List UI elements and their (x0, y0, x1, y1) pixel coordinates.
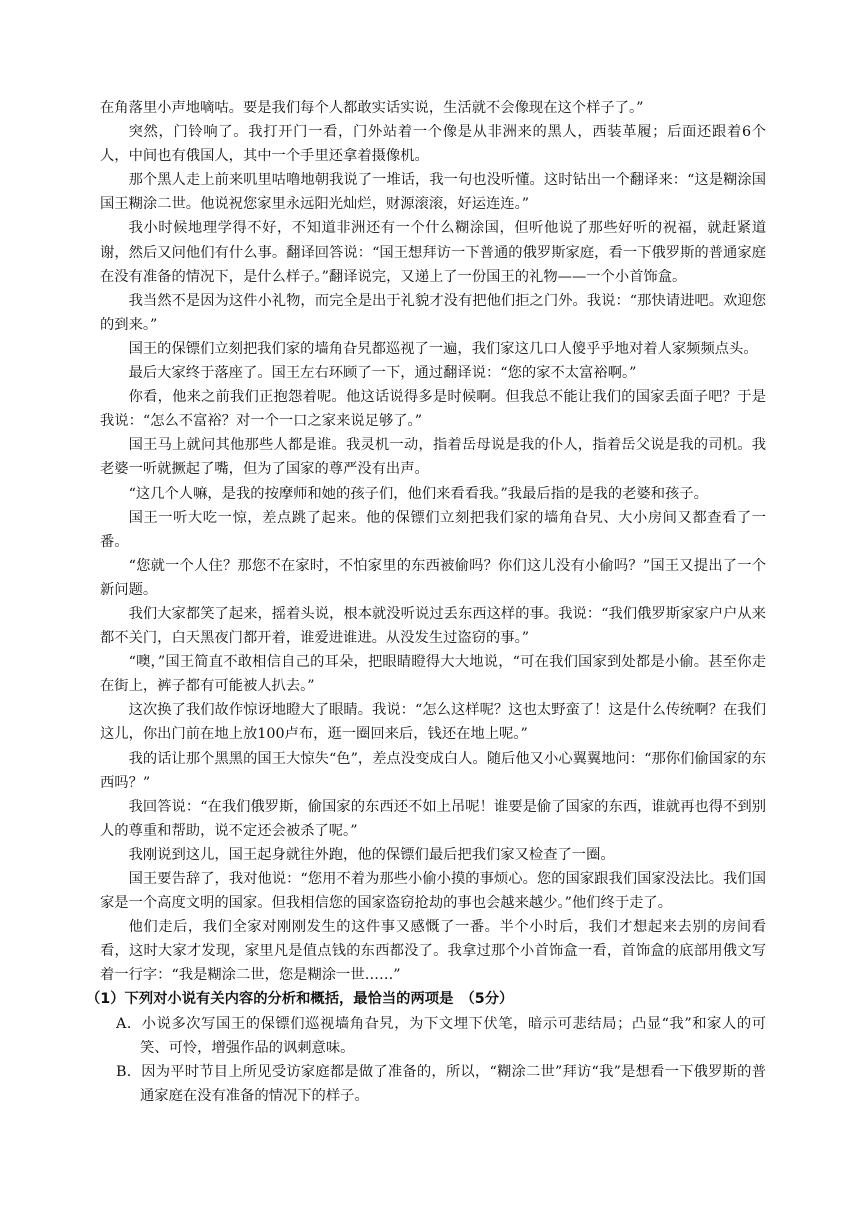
paragraph: “噢，”国王简直不敢相信自己的耳朵，把眼睛瞪得大大地说，“可在我们国家到处都是小偷。甚至你走在街上，裤子都有可能被人扒去。” (100, 654, 766, 695)
paragraph: 我小时候地理学得不好，不知道非洲还有一个什么糊涂国，但听他说了那些好听的祝福，就赶紧道谢，然后又问他们有什么事。翻译回答说：“国王想拜访一下普通的俄罗斯家庭，看一下俄罗斯的普通家庭在没有准备的情况下，是什么样子。”翻译说完，又递上了一份国王的礼物——一个小首饰盒。 (100, 220, 766, 285)
paragraph: 这次换了我们故作惊讶地瞪大了眼睛。我说：“怎么这样呢？这也太野蛮了！这是什么传统啊？在我们这儿，你出门前在地上放100卢布，逛一圈回来后，钱还在地上呢。” (100, 702, 766, 743)
paragraph: 我回答说：“在我们俄罗斯，偷国家的东西还不如上吊呢！谁要是偷了国家的东西，谁就再也得不到别人的尊重和帮助，说不定还会被杀了呢。” (100, 798, 766, 839)
paragraph: 国王马上就问其他那些人都是谁。我灵机一动，指着岳母说是我的仆人，指着岳父说是我的司机。我老婆一听就撅起了嘴，但为了国家的尊严没有出声。 (100, 437, 766, 478)
paragraph: 我当然不是因为这件小礼物，而完全是出于礼貌才没有把他们拒之门外。我说：“那快请进吧。欢迎您的到来。” (100, 292, 766, 333)
paragraph: 国王要告辞了，我对他说：“您用不着为那些小偷小摸的事烦心。您的国家跟我们国家没法比。我们国家是一个高度文明的国家。但我相信您的国家盗窃抢劫的事也会越来越少。”他们终于走了。 (100, 871, 766, 912)
paragraph: 他们走后，我们全家对刚刚发生的这件事又感慨了一番。半个小时后，我们才想起来去别的房间看看，这时大家才发现，家里凡是值点钱的东西都没了。我拿过那个小首饰盒一看，首饰盒的底部用俄文写着一行字：“我是糊涂二世，您是糊涂一世……” (100, 919, 766, 984)
paragraph: 那个黑人走上前来叽里咕噜地朝我说了一堆话，我一句也没听懂。这时钻出一个翻译来：“这是糊涂国国王糊涂二世。他说祝您家里永远阳光灿烂，财源滚滚，好运连连。” (100, 172, 766, 213)
paragraph: 我的话让那个黑黑的国王大惊失“色”，差点没变成白人。随后他又小心翼翼地问：“那你们偷国家的东西吗？” (100, 750, 766, 791)
paragraph: 你看，他来之前我们正抱怨着呢。他这话说得多是时候啊。但我总不能让我们的国家丢面子吧？于是我说：“怎么不富裕？对一个一口之家来说足够了。” (100, 389, 766, 430)
question-stem: （1）下列对小说有关内容的分析和概括，最恰当的两项是 （5分） (86, 991, 514, 1008)
paragraph: “这几个人嘛，是我的按摩师和她的孩子们，他们来看看我。”我最后指的是我的老婆和孩子。 (128, 485, 708, 502)
paragraph: 最后大家终于落座了。国王左右环顾了一下，通过翻译说：“您的家不太富裕啊。” (128, 365, 637, 382)
paragraph: 国王的保镖们立刻把我们家的墙角旮旯都巡视了一遍，我们家这几口人傻乎乎地对着人家频频点头。 (128, 340, 758, 357)
option-b: B．因为平时节目上所见受访家庭都是做了准备的，所以，“糊涂二世”拜访“我”是想看一下俄罗斯的普通家庭在没有准备的情况下的样子。 (116, 1063, 766, 1104)
option-a: A．小说多次写国王的保镖们巡视墙角旮旯，为下文埋下伏笔，暗示可悲结局；凸显“我”和家人的可笑、可怜，增强作品的讽刺意味。 (116, 1015, 766, 1056)
document-page (86, 96, 766, 1108)
paragraph: 国王一听大吃一惊，差点跳了起来。他的保镖们立刻把我们家的墙角旮旯、大小房间又都查看了一番。 (100, 509, 766, 550)
paragraph: “您就一个人住？那您不在家时，不怕家里的东西被偷吗？你们这儿没有小偷吗？”国王又提出了一个新问题。 (100, 557, 766, 598)
paragraph: 突然，门铃响了。我打开门一看，门外站着一个像是从非洲来的黑人，西装革履；后面还跟着6个人，中间也有俄国人，其中一个手里还拿着摄像机。 (100, 124, 766, 165)
paragraph: 我们大家都笑了起来，摇着头说，根本就没听说过丢东西这样的事。我说：“我们俄罗斯家家户户从来都不关门，白天黑夜门都开着，谁爱进谁进。从没发生过盗窃的事。” (100, 605, 766, 647)
paragraph: 我刚说到这儿，国王起身就往外跑，他的保镖们最后把我们家又检查了一圈。 (128, 846, 615, 863)
paragraph-continuation: 在角落里小声地嘀咕。要是我们每个人都敢实话实说，生活就不会像现在这个样子了。” (100, 100, 644, 116)
